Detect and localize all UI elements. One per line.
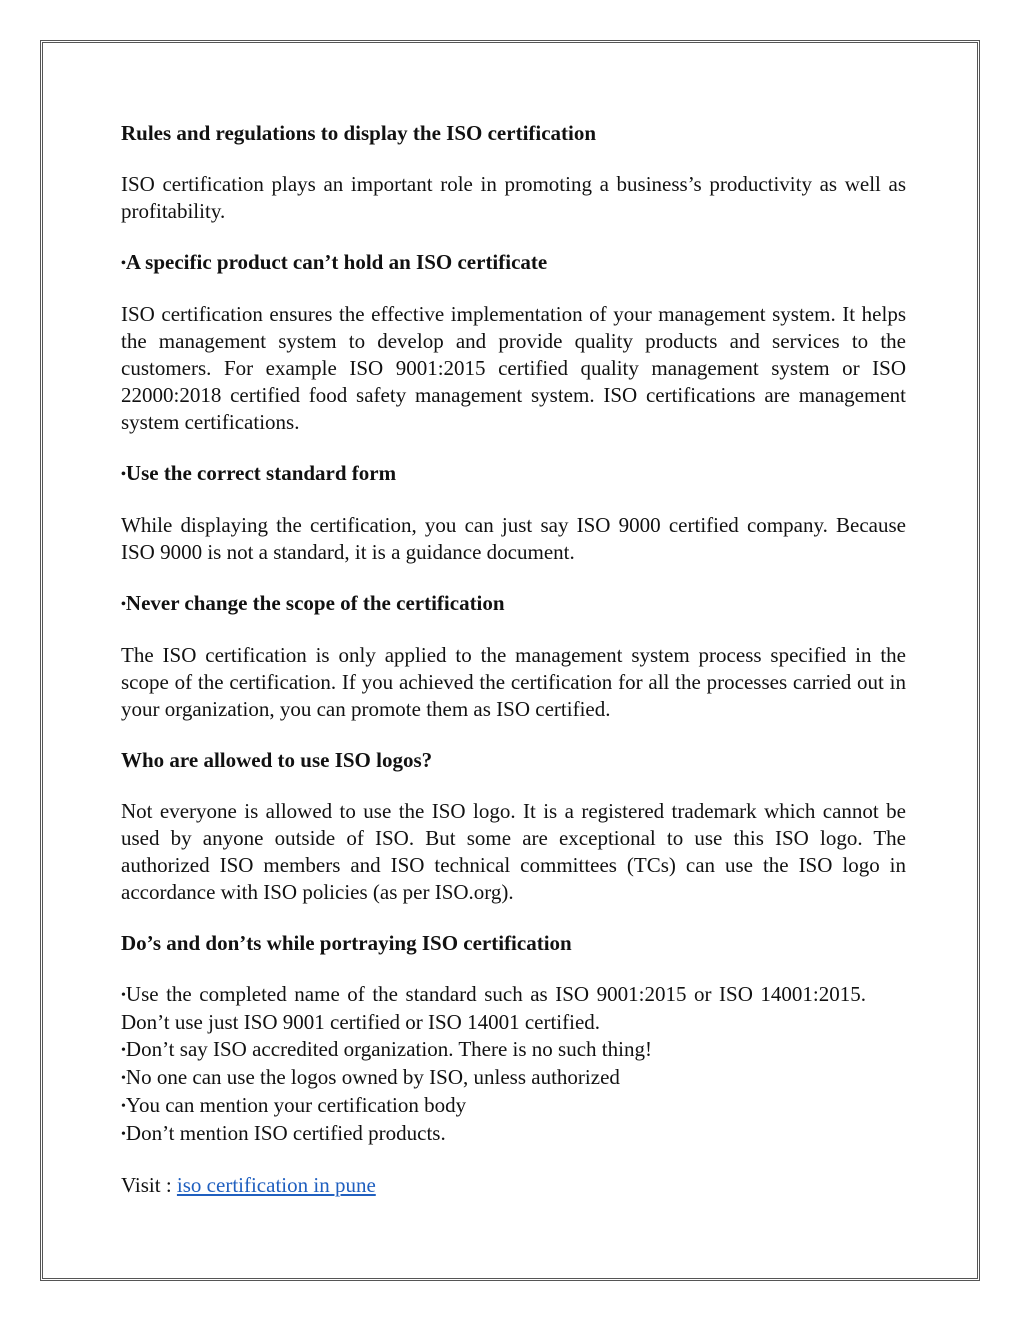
list-item-text: Don’t say ISO accredited organization. There is no such thing! (125, 1037, 652, 1061)
section-paragraph-specific-product: ISO certification ensures the effective implementation of your management system. It helps the management system to develop and provide quality products and services to the customers. For example ISO 9001:2015 certified quality management system or ISO 22000:2018 certified food safety management system. ISO certifications are management system certifications. (121, 302, 906, 434)
section-paragraph-logos: Not everyone is allowed to use the ISO logo. It is a registered trademark which cannot be used by anyone outside of ISO. But some are exceptional to use this ISO logo. The authorized ISO members and ISO technical committees (TCs) can use the ISO logo in accordance with ISO policies (as per ISO.org). (121, 799, 906, 904)
section-heading-text: Never change the scope of the certification (125, 591, 505, 615)
dos-donts-list (121, 981, 906, 1148)
bullet-icon: • (121, 1127, 126, 1142)
section-heading-text: Use the correct standard form (125, 461, 397, 485)
bullet-icon: • (121, 1099, 126, 1114)
section-heading-specific-product (121, 249, 906, 277)
section-paragraph-scope: The ISO certification is only applied to the management system process specified in the scope of the certification. If you achieved the certification for all the processes carried out in your organization, you can promote them as ISO certified. (121, 643, 906, 721)
list-item (121, 981, 866, 1036)
section-heading-dos-donts: Do’s and don’ts while portraying ISO certification (121, 931, 572, 955)
document-title: Rules and regulations to display the ISO certification (121, 121, 597, 145)
list-item (121, 1120, 906, 1148)
bullet-icon: • (121, 1071, 126, 1086)
bullet-icon: • (121, 597, 126, 612)
section-heading-logos: Who are allowed to use ISO logos? (121, 748, 433, 772)
section-paragraph-standard-form: While displaying the certification, you can just say ISO 9000 certified company. Because ISO 9000 is not a standard, it is a guidance document. (121, 513, 906, 564)
list-item (121, 1036, 906, 1064)
list-item (121, 1064, 906, 1092)
document-body (121, 120, 906, 1199)
bullet-icon: • (121, 256, 126, 271)
section-heading-standard-form (121, 460, 906, 488)
section-heading-text: A specific product can’t hold an ISO certificate (125, 250, 548, 274)
list-item-text: No one can use the logos owned by ISO, unless authorized (125, 1065, 620, 1089)
iso-certification-link[interactable]: iso certification in pune (176, 1173, 376, 1197)
bullet-icon: • (121, 467, 126, 482)
visit-label: Visit : (121, 1173, 177, 1197)
intro-paragraph: ISO certification plays an important role in promoting a business’s productivity as well as profitability. (121, 172, 906, 223)
list-item-text: Use the completed name of the standard such as ISO 9001:2015 or ISO 14001:2015. Don’t use just ISO 9001 certified or ISO 14001 certified. (121, 982, 866, 1034)
list-item-text: Don’t mention ISO certified products. (125, 1121, 446, 1145)
list-item-text: You can mention your certification body (125, 1093, 467, 1117)
visit-line (121, 1172, 906, 1199)
section-heading-scope (121, 590, 906, 618)
list-item (121, 1092, 906, 1120)
bullet-icon: • (121, 988, 126, 1003)
bullet-icon: • (121, 1043, 126, 1058)
